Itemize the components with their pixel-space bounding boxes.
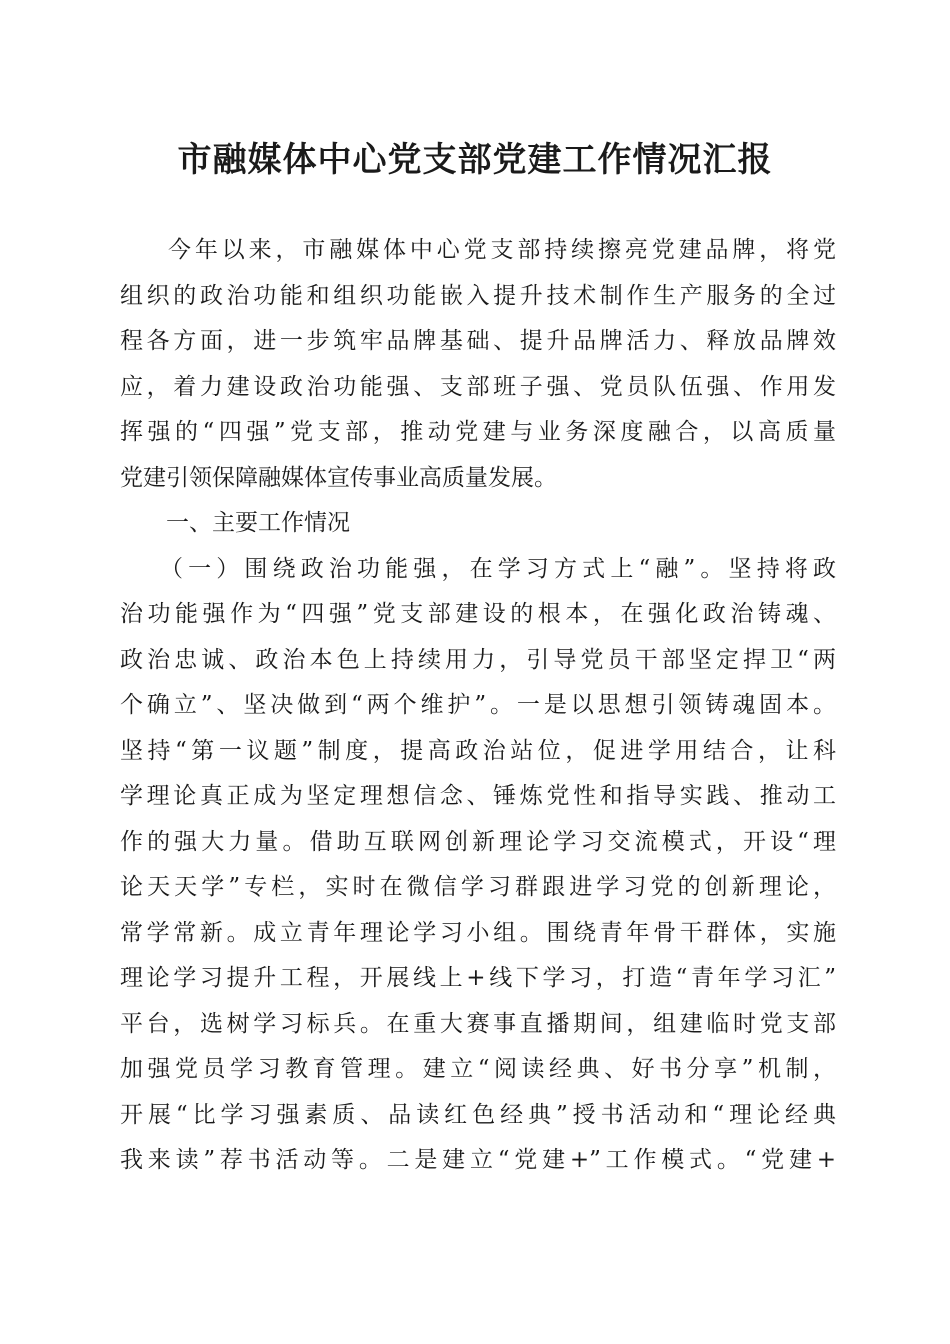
paragraph-line: 政治忠诚、政治本色上持续用力，引导党员干部坚定捍卫“两 — [120, 646, 836, 673]
paragraph-line: 常学常新。成立青年理论学习小组。围绕青年骨干群体，实施 — [120, 919, 836, 946]
paragraph-line: 程各方面，进一步筑牢品牌基础、提升品牌活力、释放品牌效 — [120, 328, 836, 354]
paragraph-line: 今年以来，市融媒体中心党支部持续擦亮党建品牌，将党 — [168, 237, 836, 263]
paragraph-line: 论天天学”专栏，实时在微信学习群跟进学习党的创新理论， — [120, 874, 836, 900]
paragraph-line: 学理论真正成为坚定理想信念、锤炼党性和指导实践、推动工 — [120, 783, 836, 809]
paragraph-line: 我来读”荐书活动等。二是建立“党建+”工作模式。“党建+ — [120, 1147, 836, 1173]
paragraph-line: 作的强大力量。借助互联网创新理论学习交流模式，开设“理 — [120, 828, 836, 855]
paragraph-line: （一）围绕政治功能强，在学习方式上“融”。坚持将政 — [160, 555, 836, 582]
document-body — [120, 228, 836, 1184]
paragraph-line: 坚持“第一议题”制度，提高政治站位，促进学用结合，让科 — [120, 737, 836, 764]
paragraph-line: 应，着力建设政治功能强、支部班子强、党员队伍强、作用发 — [120, 373, 836, 400]
paragraph-line: 党建引领保障融媒体宣传事业高质量发展。 — [120, 464, 557, 491]
paragraph-line: 治功能强作为“四强”党支部建设的根本，在强化政治铸魂、 — [120, 601, 836, 627]
paragraph-line: 个确立”、坚决做到“两个维护”。一是以思想引领铸魂固本。 — [120, 692, 836, 718]
paragraph-line: 理论学习提升工程，开展线上+线下学习，打造“青年学习汇” — [120, 965, 836, 991]
paragraph-line: 挥强的“四强”党支部，推动党建与业务深度融合，以高质量 — [120, 419, 836, 445]
section-heading: 一、主要工作情况 — [166, 510, 350, 536]
paragraph-line: 组织的政治功能和组织功能嵌入提升技术制作生产服务的全过 — [120, 282, 836, 309]
paragraph-line: 加强党员学习教育管理。建立“阅读经典、好书分享”机制， — [120, 1056, 836, 1082]
paragraph-line: 平台，选树学习标兵。在重大赛事直播期间，组建临时党支部 — [120, 1010, 836, 1037]
paragraph-line: 开展“比学习强素质、品读红色经典”授书活动和“理论经典 — [120, 1101, 836, 1128]
document-title: 市融媒体中心党支部党建工作情况汇报 — [177, 140, 773, 180]
